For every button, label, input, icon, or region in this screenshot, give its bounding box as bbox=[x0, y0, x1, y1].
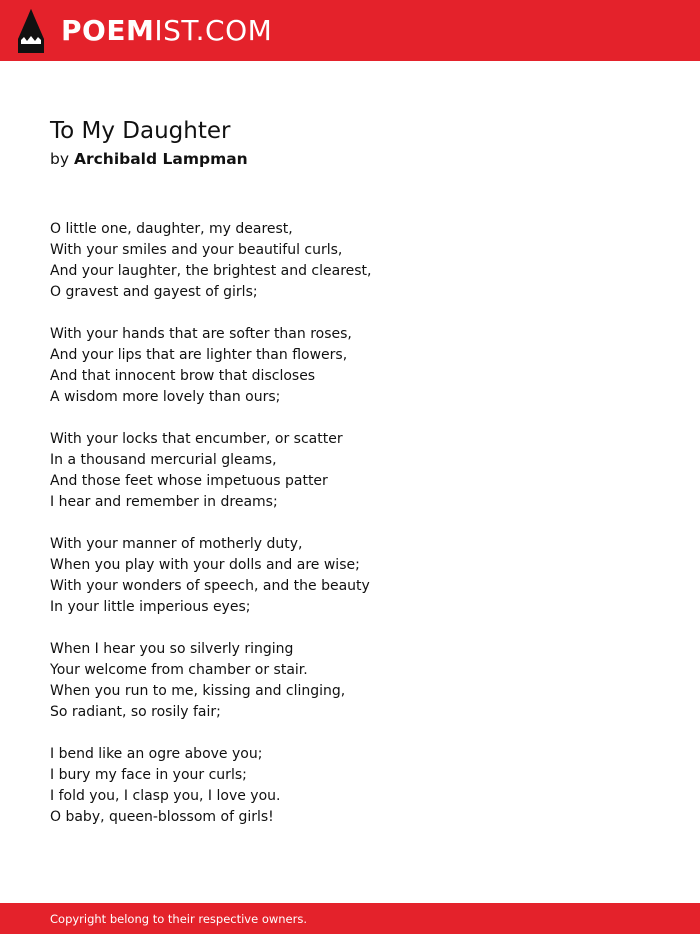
poem-author: Archibald Lampman bbox=[73, 150, 248, 168]
stanza-1 bbox=[50, 219, 650, 303]
poem-line: When you run to me, kissing and clinging, bbox=[50, 683, 346, 699]
poem-line: With your hands that are softer than roses, bbox=[50, 326, 352, 342]
stanza-5 bbox=[50, 639, 650, 723]
site-logo-link[interactable] bbox=[16, 8, 272, 53]
poem-line: In a thousand mercurial gleams, bbox=[50, 452, 277, 468]
copyright-notice: Copyright belong to their respective owners. bbox=[50, 912, 308, 926]
poem-line: I bend like an ogre above you; bbox=[50, 746, 263, 762]
poem-line: O baby, queen-blossom of girls! bbox=[50, 809, 274, 825]
site-header bbox=[0, 0, 700, 61]
poem-byline bbox=[50, 149, 650, 169]
poem-line: O gravest and gayest of girls; bbox=[50, 284, 258, 300]
poem-title: To My Daughter bbox=[50, 118, 231, 144]
poem-line: With your wonders of speech, and the beauty bbox=[50, 578, 370, 594]
poem-line: A wisdom more lovely than ours; bbox=[50, 389, 281, 405]
poem-line: In your little imperious eyes; bbox=[50, 599, 251, 615]
poem-line: And your laughter, the brightest and clearest, bbox=[50, 263, 372, 279]
by-label: by bbox=[50, 150, 70, 168]
stanza-4 bbox=[50, 534, 650, 618]
site-logo-text: POEMIST.COM bbox=[61, 13, 273, 47]
poem-line: I bury my face in your curls; bbox=[50, 767, 247, 783]
poem-body bbox=[50, 219, 650, 828]
poem-line: I fold you, I clasp you, I love you. bbox=[50, 788, 281, 804]
poem-line: And your lips that are lighter than flowers, bbox=[50, 347, 348, 363]
poem-line: And those feet whose impetuous patter bbox=[50, 473, 328, 489]
poem-line: Your welcome from chamber or stair. bbox=[50, 662, 308, 678]
poem-line: And that innocent brow that discloses bbox=[50, 368, 316, 384]
poem-line: When I hear you so silverly ringing bbox=[50, 641, 294, 657]
poem-line: With your smiles and your beautiful curls, bbox=[50, 242, 343, 258]
poem-line: O little one, daughter, my dearest, bbox=[50, 221, 293, 237]
stanza-6 bbox=[50, 744, 650, 828]
stanza-3 bbox=[50, 429, 650, 513]
site-footer bbox=[0, 903, 700, 934]
poem-line: When you play with your dolls and are wise; bbox=[50, 557, 360, 573]
pencil-logo-icon bbox=[16, 9, 46, 53]
poem-line: With your manner of motherly duty, bbox=[50, 536, 303, 552]
poem-line: With your locks that encumber, or scatter bbox=[50, 431, 343, 447]
stanza-2 bbox=[50, 324, 650, 408]
poem-line: I hear and remember in dreams; bbox=[50, 494, 278, 510]
poem-line: So radiant, so rosily fair; bbox=[50, 704, 221, 720]
poem-content bbox=[50, 116, 650, 828]
